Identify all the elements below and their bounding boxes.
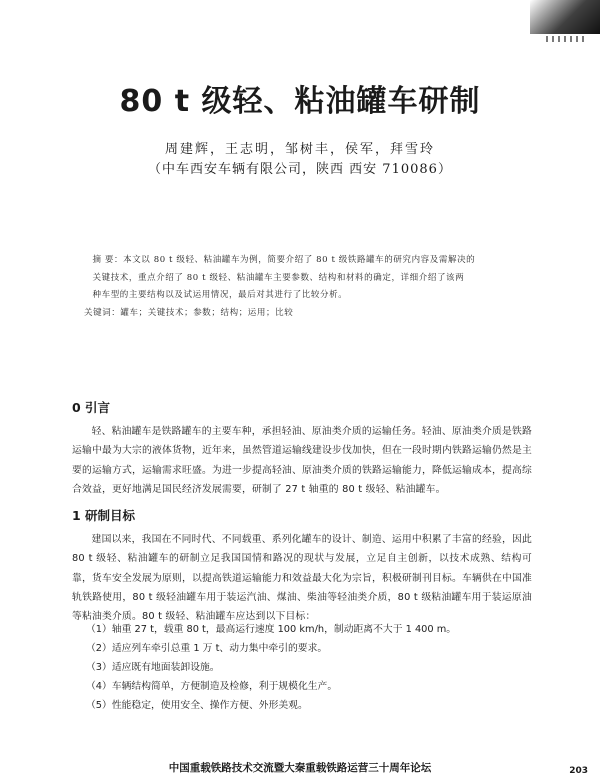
list-item: （2）适应列车牵引总重 1 万 t、动力集中牵引的要求。 (86, 643, 328, 654)
list-item: （3）适应既有地面装卸设施。 (86, 662, 220, 673)
abstract-line: 摘 要：本文以 80 t 级轻、粘油罐车为例，简要介绍了 80 t 级铁路罐车的研究内容及需解决的 (92, 255, 476, 265)
paragraph: 建国以来，我国在不同时代、不同载重、系列化罐车的设计、制造、运用中积累了丰富的经验，因此 80 t 级轻、粘油罐车的研制立足我国国情和路况的现状与发展，立足自主创新，以技术成熟、结构可靠，货车安全发展为原则，以提高铁道运输能力和效益最大化为宗旨，积极研制刊目标。车辆供在中国准轨铁路使用，80 t 级轻油罐车用于装运汽油、煤油、柴油等轻油类介质，80 t 级粘油罐车用于装运原油等粘油类介质。80 t 级轻、粘油罐车应达到以下目标： (72, 534, 532, 623)
list-item: （1）轴重 27 t，载重 80 t，最高运行速度 100 km/h，制动距离不大于 1 400 m。 (86, 624, 457, 635)
abstract (84, 252, 524, 322)
scan-edge-shadow (530, 0, 600, 34)
page-number: 203 (569, 766, 588, 776)
list-item: （5）性能稳定，使用安全、操作方便、外形美观。 (86, 700, 308, 711)
goal-list (86, 620, 526, 715)
scan-artifact (546, 36, 586, 42)
affiliation: （中车西安车辆有限公司，陕西 西安 710086） (148, 162, 452, 177)
section-intro-body (72, 422, 532, 499)
section-goals-body (72, 530, 532, 626)
authors: 周建辉，王志明，邹树丰，侯军，拜雪玲 (164, 142, 435, 157)
section-heading-intro: 0 引言 (72, 400, 111, 415)
abstract-line: 关键技术，重点介绍了 80 t 级轻、粘油罐车主要参数、结构和材料的确定，详细介绍了该两 (92, 272, 465, 283)
keywords: 关键词：罐车；关键技术；参数；结构；运用；比较 (84, 307, 294, 318)
paragraph: 轻、粘油罐车是铁路罐车的主要车种，承担轻油、原油类介质的运输任务。轻油、原油类介质是铁路运输中最为大宗的液体货物，近年来，虽然管道运输线建设步伐加快，但在一段时期内铁路运输仍然是主要的运输方式，运输需求旺盛。为进一步提高轻油、原油类介质的铁路运输能力，降低运输成本，提高综合效益，更好地满足国民经济发展需要，研制了 27 t 轴重的 80 t 级轻、粘油罐车。 (72, 426, 532, 495)
section-heading-goals: 1 研制目标 (72, 508, 136, 523)
page-footer: 中国重载铁路技术交流暨大秦重载铁路运营三十周年论坛 (168, 762, 432, 774)
list-item: （4）车辆结构简单，方便制造及检修，利于规模化生产。 (86, 681, 338, 692)
paper-title: 80 t 级轻、粘油罐车研制 (119, 84, 481, 119)
abstract-line: 种车型的主要结构以及试运用情况，最后对其进行了比较分析。 (92, 290, 348, 300)
